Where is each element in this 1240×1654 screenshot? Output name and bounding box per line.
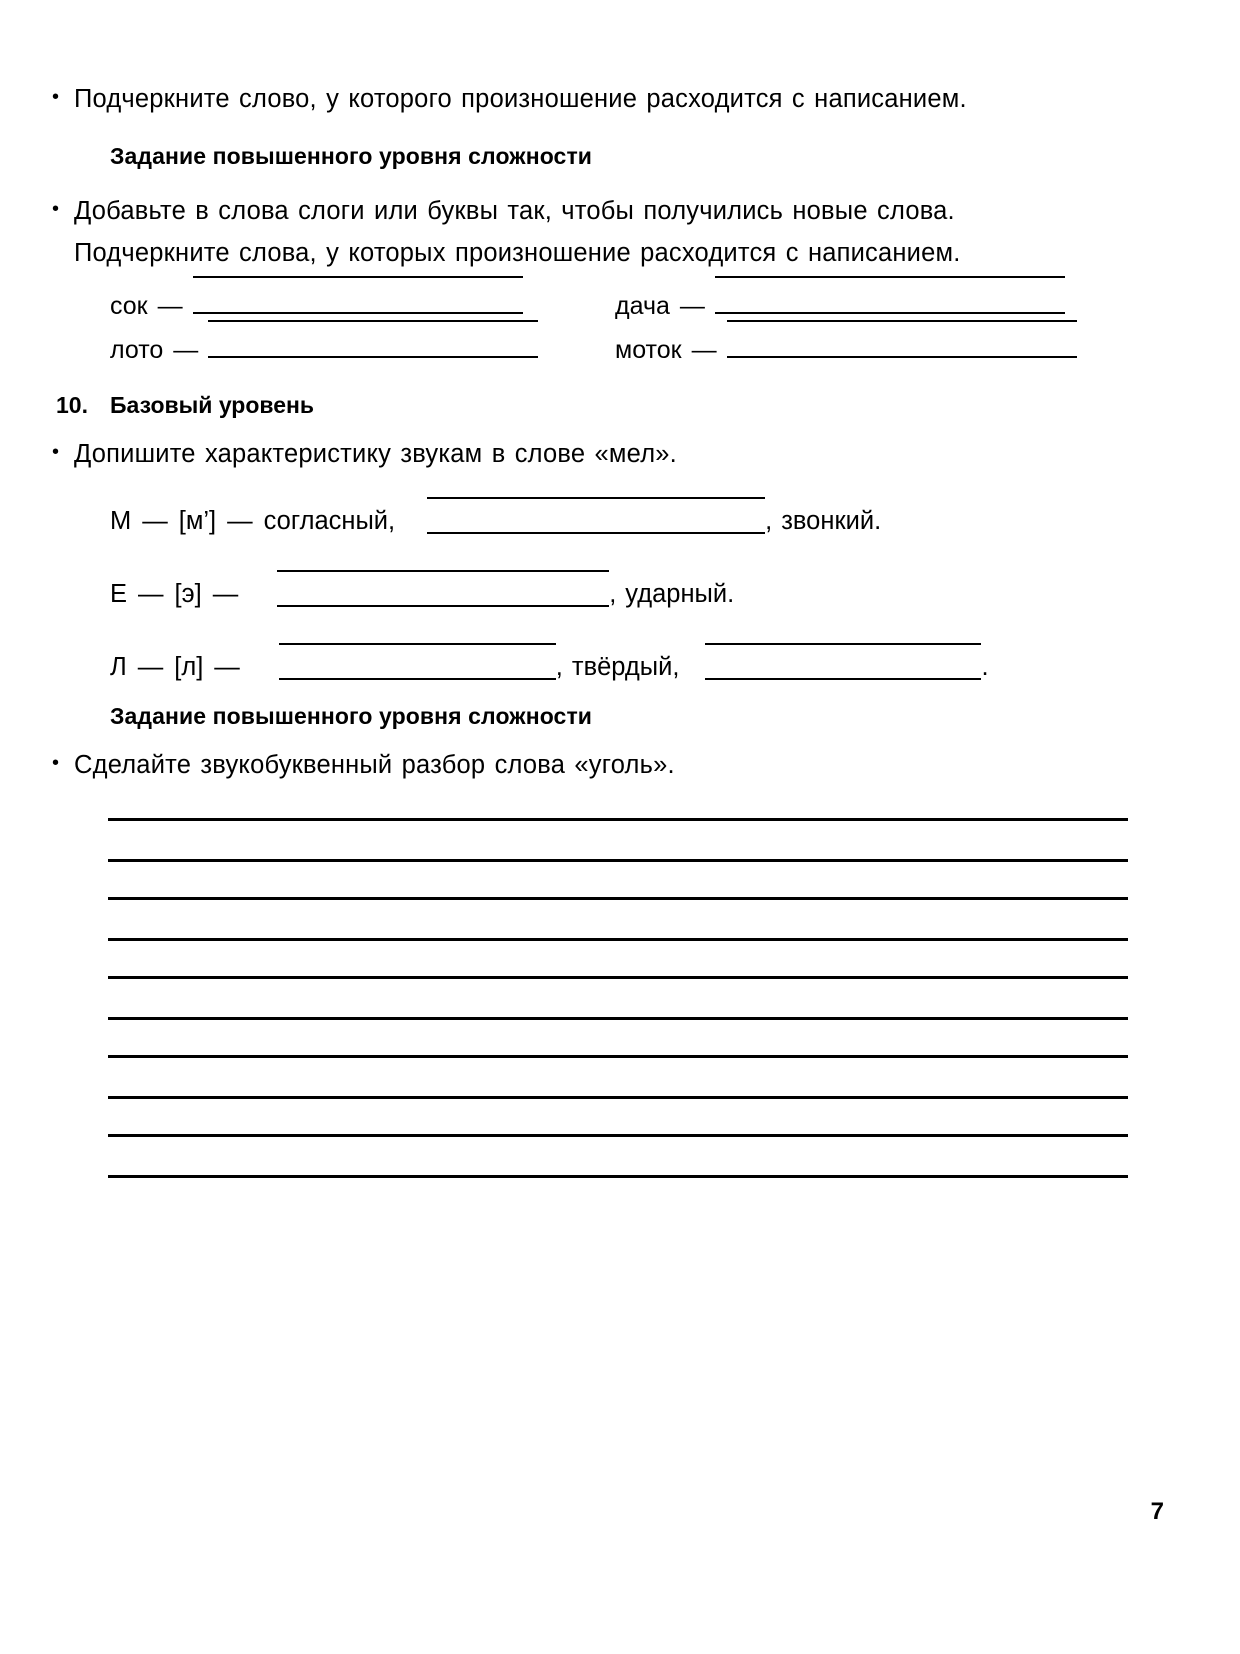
word-label-dacha: дача [615,292,670,320]
bullet-icon: • [52,86,60,108]
task-advanced-2-bullet [52,744,1142,786]
phoneme-known-before-m: согласный, [263,507,396,535]
bullet-icon: • [52,441,60,463]
word-dash: — [679,292,705,320]
phoneme-dash: — [214,653,240,681]
phoneme-comma: , [555,653,563,681]
phoneme-row-m [110,492,881,536]
phoneme-letter-m: М [110,507,132,535]
task-advanced-1-text [74,190,961,274]
phoneme-comma: , [765,507,773,535]
task-advanced-1-line-1: Добавьте в слова слоги или буквы так, чтобы получились новые слова. [74,197,955,225]
task-10-number: 10. [56,392,88,418]
answer-line[interactable] [108,976,1128,979]
phoneme-dash: — [137,653,164,681]
phoneme-dash: — [142,507,168,535]
word-dash: — [157,292,183,320]
phoneme-dash: — [227,507,253,535]
task-10-heading [56,392,314,419]
phoneme-row-e [110,565,734,609]
phoneme-known-after-e: ударный. [625,580,735,608]
phoneme-row-l [110,638,989,682]
task-advanced-1-bullet [52,190,1142,274]
bullet-icon: • [52,752,60,774]
phoneme-known-after-l: твёрдый, [571,653,680,681]
answer-line[interactable] [108,859,1128,862]
word-label-sok: сок [110,292,148,320]
answer-blank-phoneme-l-1[interactable] [279,643,556,680]
task-previous-bullet [52,78,1142,120]
word-row-loto [110,320,538,365]
answer-blank-phoneme-e[interactable] [277,570,609,607]
task-advanced-1-line-2: Подчеркните слова, у которых произношение расходится с написанием. [74,239,961,267]
answer-blank-loto[interactable] [208,320,538,358]
advanced-level-heading-2: Задание повышенного уровня сложности [110,703,593,729]
word-row-motok [615,320,1077,365]
page-number: 7 [1150,1498,1164,1525]
phoneme-dash: — [138,580,164,608]
task-advanced-2-text: Сделайте звукобуквенный разбор слова «уголь». [74,751,675,779]
word-row-sok [110,276,523,321]
phoneme-sound-l: [л] [174,653,204,681]
word-dash: — [691,336,717,364]
answer-line[interactable] [108,1134,1128,1137]
answer-line[interactable] [108,938,1128,941]
advanced-level-heading-1: Задание повышенного уровня сложности [110,143,593,169]
phoneme-comma: , [609,580,617,608]
phoneme-known-after-m: звонкий. [781,507,882,535]
word-label-motok: моток [615,336,682,364]
word-label-loto: лото [110,336,164,364]
phoneme-sound-e: [э] [174,580,202,608]
answer-line[interactable] [108,897,1128,900]
phoneme-letter-e: Е [110,580,128,608]
word-dash: — [173,336,199,364]
answer-blank-dacha[interactable] [715,276,1065,314]
word-row-dacha [615,276,1065,321]
bullet-icon: • [52,198,60,220]
task-previous-text: Подчеркните слово, у которого произношение расходится с написанием. [74,85,967,113]
task-10-instruction-text: Допишите характеристику звукам в слове «мел». [74,440,677,468]
task-10-level-label: Базовый уровень [110,392,315,418]
answer-line[interactable] [108,1055,1128,1058]
answer-line[interactable] [108,1096,1128,1099]
answer-line[interactable] [108,818,1128,821]
phoneme-dash: — [212,580,239,608]
task-10-instruction-bullet [52,433,1142,475]
answer-blank-phoneme-l-2[interactable] [705,643,981,680]
answer-blank-phoneme-m[interactable] [427,497,765,534]
answer-line[interactable] [108,1017,1128,1020]
answer-blank-motok[interactable] [727,320,1077,358]
answer-blank-sok[interactable] [193,276,523,314]
phoneme-period: . [981,653,989,681]
answer-line[interactable] [108,1175,1128,1178]
phoneme-letter-l: Л [110,653,127,681]
phoneme-sound-m: [м’] [178,507,217,535]
